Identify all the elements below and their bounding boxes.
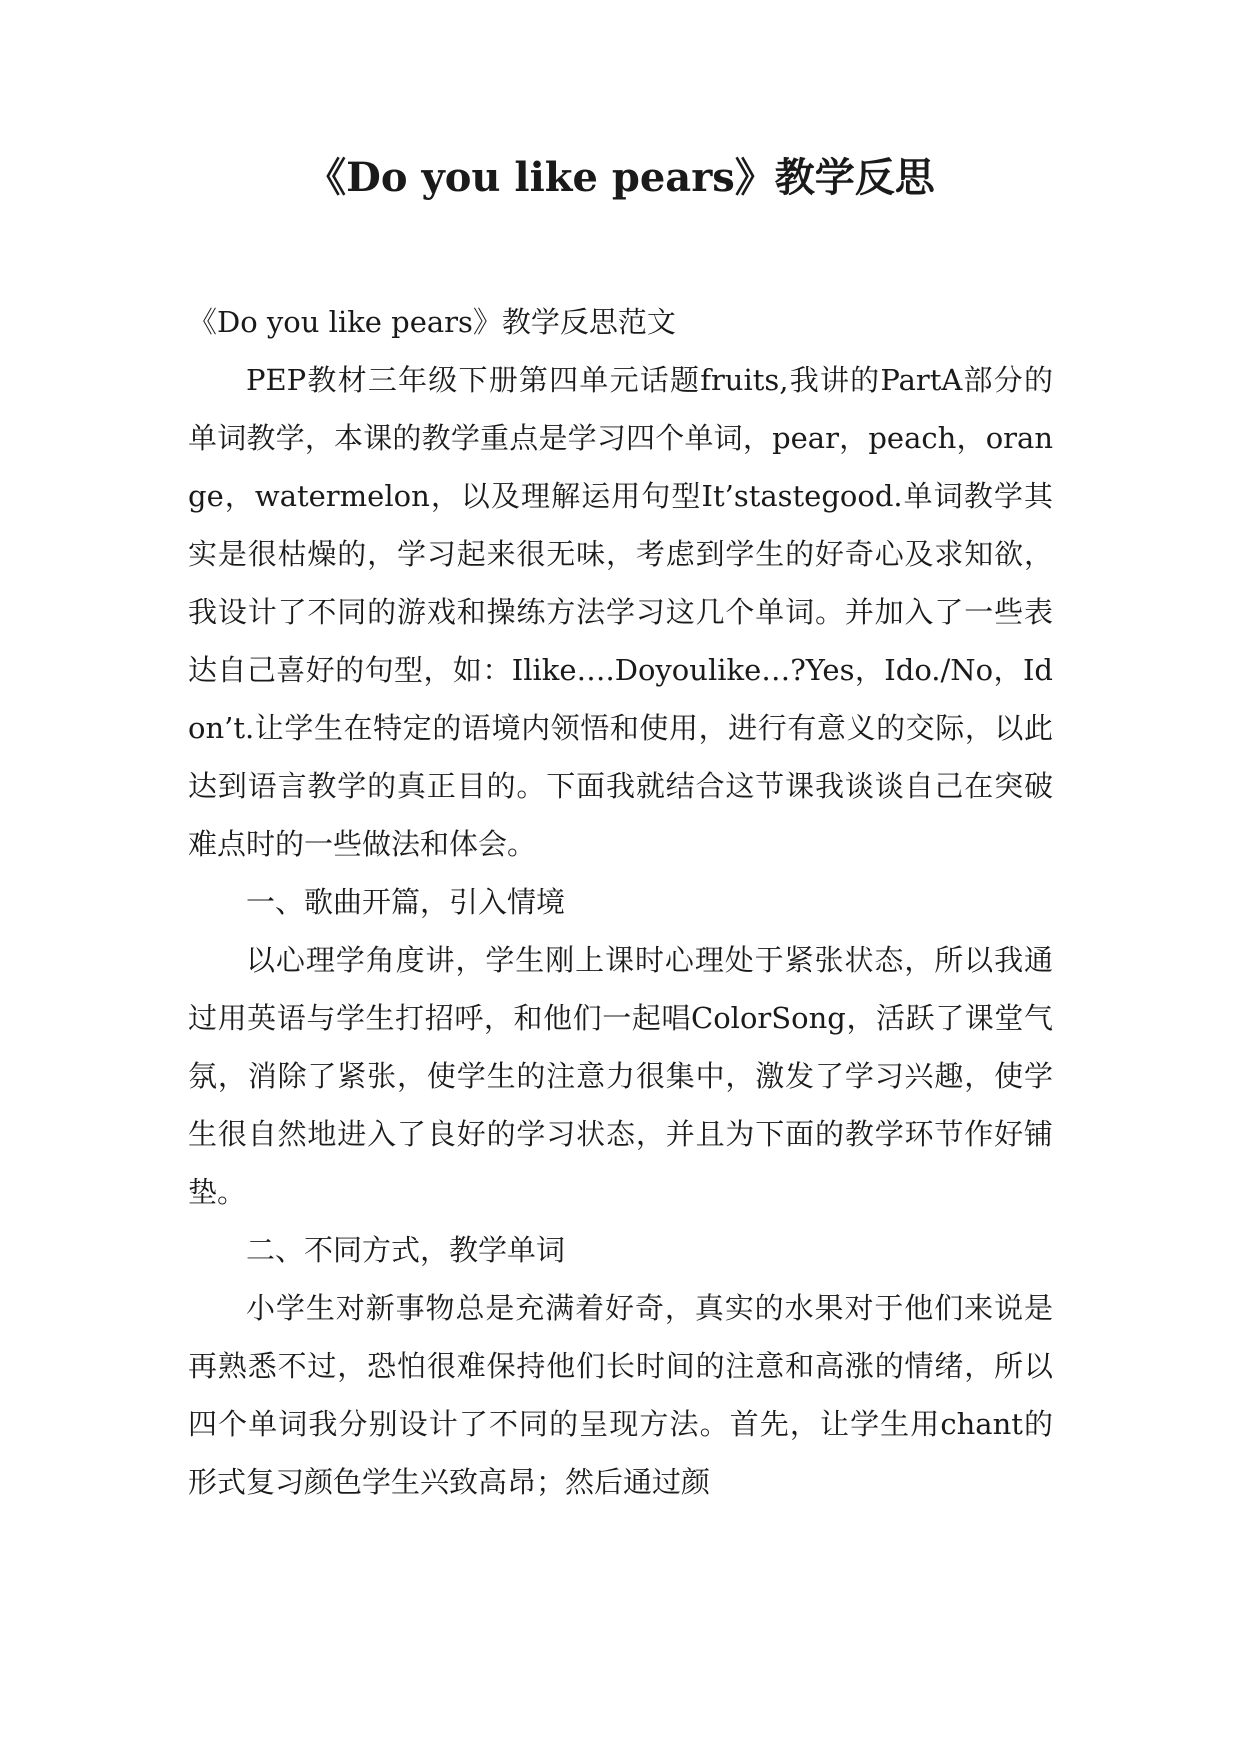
paragraph-intro: PEP教材三年级下册第四单元话题fruits,我讲的PartA部分的单词教学，本课的教学重点是学习四个单词，pear，peach，orange，watermelon，以及理解运用句型It’stastegood.单词教学其实是很枯燥的，学习起来很无味，考虑到学生的好奇心及求知欲，我设计了不同的游戏和操练方法学习这几个单词。并加入了一些表达自己喜好的句型，如：Ilike….Doyoulike…?Yes，Ido./No，Idon’t.让学生在特定的语境内领悟和使用，进行有意义的交际，以此达到语言教学的真正目的。下面我就结合这节课我谈谈自己在突破难点时的一些做法和体会。 — [188, 363, 1053, 861]
section-heading-1: 一、歌曲开篇，引入情境 — [246, 885, 566, 919]
document-title: 《Do you like pears》教学反思 — [306, 154, 935, 201]
paragraph-section-2: 小学生对新事物总是充满着好奇，真实的水果对于他们来说是再熟悉不过，恐怕很难保持他们长时间的注意和高涨的情绪，所以四个单词我分别设计了不同的呈现方法。首先，让学生用chant的形式复习颜色学生兴致高昂；然后通过颜 — [188, 1291, 1053, 1499]
section-heading-2: 二、不同方式，教学单词 — [246, 1233, 566, 1267]
document-subtitle: 《Do you like pears》教学反思范文 — [188, 305, 676, 339]
paragraph-section-1: 以心理学角度讲，学生刚上课时心理处于紧张状态，所以我通过用英语与学生打招呼，和他们一起唱ColorSong，活跃了课堂气氛，消除了紧张，使学生的注意力很集中，激发了学习兴趣，使学生很自然地进入了良好的学习状态，并且为下面的教学环节作好铺垫。 — [188, 943, 1053, 1209]
document-body — [188, 293, 1053, 1511]
